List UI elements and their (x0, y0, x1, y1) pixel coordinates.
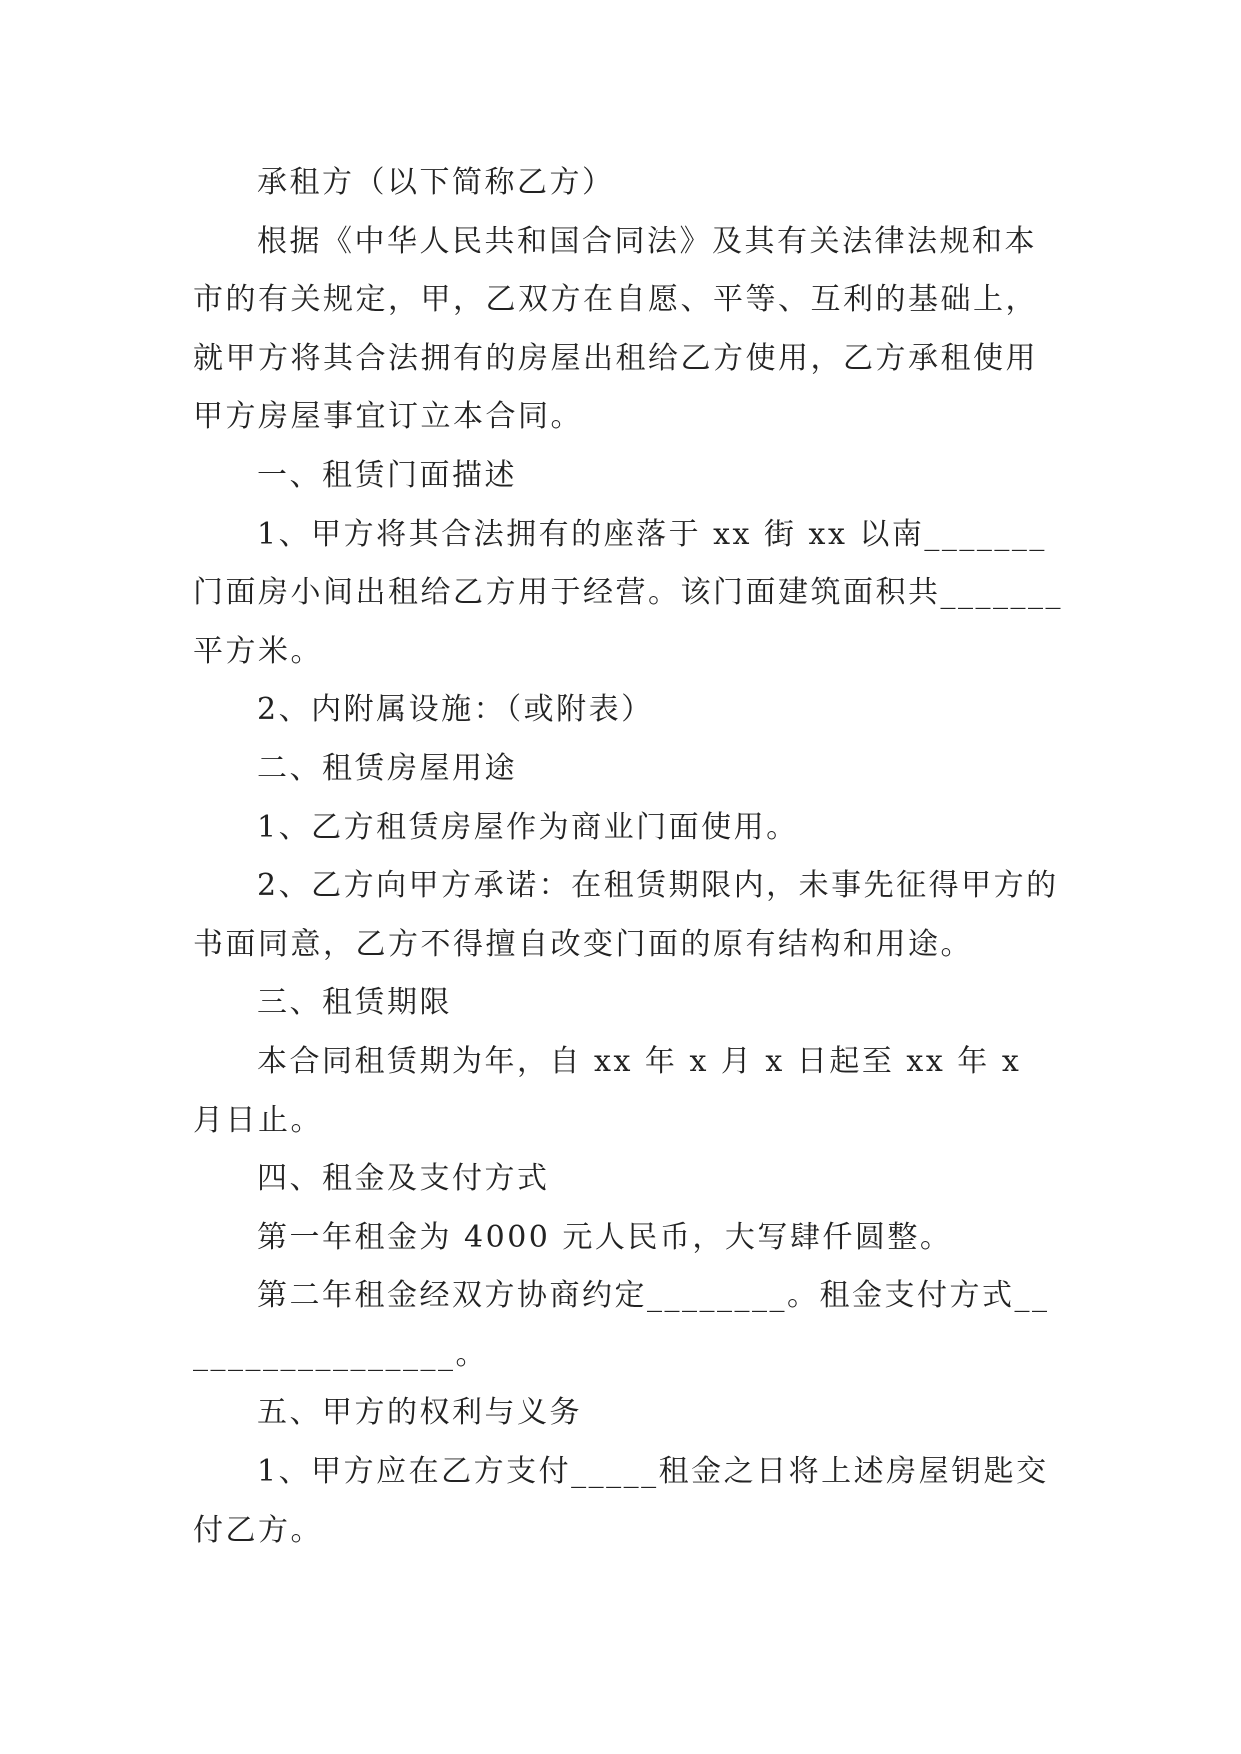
contract-body (193, 154, 1063, 1560)
heading-section-3: 三、租赁期限 (257, 985, 452, 1021)
paragraph-1-2: 2、内附属设施：（或附表） (257, 692, 654, 728)
paragraph-4-2: 第二年租金经双方协商约定________。租金支付方式_________________。 (193, 1278, 1050, 1372)
heading-section-1: 一、租赁门面描述 (257, 457, 517, 493)
paragraph-2-2: 2、乙方向甲方承诺：在租赁期限内，未事先征得甲方的书面同意，乙方不得擅自改变门面的原有结构和用途。 (193, 868, 1059, 962)
paragraph-lessee-intro: 承租方（以下简称乙方） (257, 165, 615, 200)
paragraph-1-1: 1、甲方将其合法拥有的座落于 xx 街 xx 以南_______门面房小间出租给乙方用于经营。该门面建筑面积共_______平方米。 (193, 516, 1063, 669)
paragraph-preamble: 根据《中华人民共和国合同法》及其有关法律法规和本市的有关规定，甲，乙双方在自愿、平等、互利的基础上，就甲方将其合法拥有的房屋出租给乙方使用，乙方承租使用甲方房屋事宜订立本合同。 (193, 223, 1038, 435)
paragraph-3-1: 本合同租赁期为年，自 xx 年 x 月 x 日起至 xx 年 x 月日止。 (193, 1043, 1034, 1138)
heading-section-5: 五、甲方的权利与义务 (257, 1395, 582, 1431)
paragraph-5-1: 1、甲方应在乙方支付_____租金之日将上述房屋钥匙交付乙方。 (193, 1454, 1049, 1548)
heading-section-4: 四、租金及支付方式 (257, 1161, 550, 1197)
heading-section-2: 二、租赁房屋用途 (257, 750, 517, 786)
paragraph-4-1: 第一年租金为 4000 元人民币，大写肆仟圆整。 (257, 1219, 953, 1255)
paragraph-2-1: 1、乙方租赁房屋作为商业门面使用。 (257, 809, 799, 845)
